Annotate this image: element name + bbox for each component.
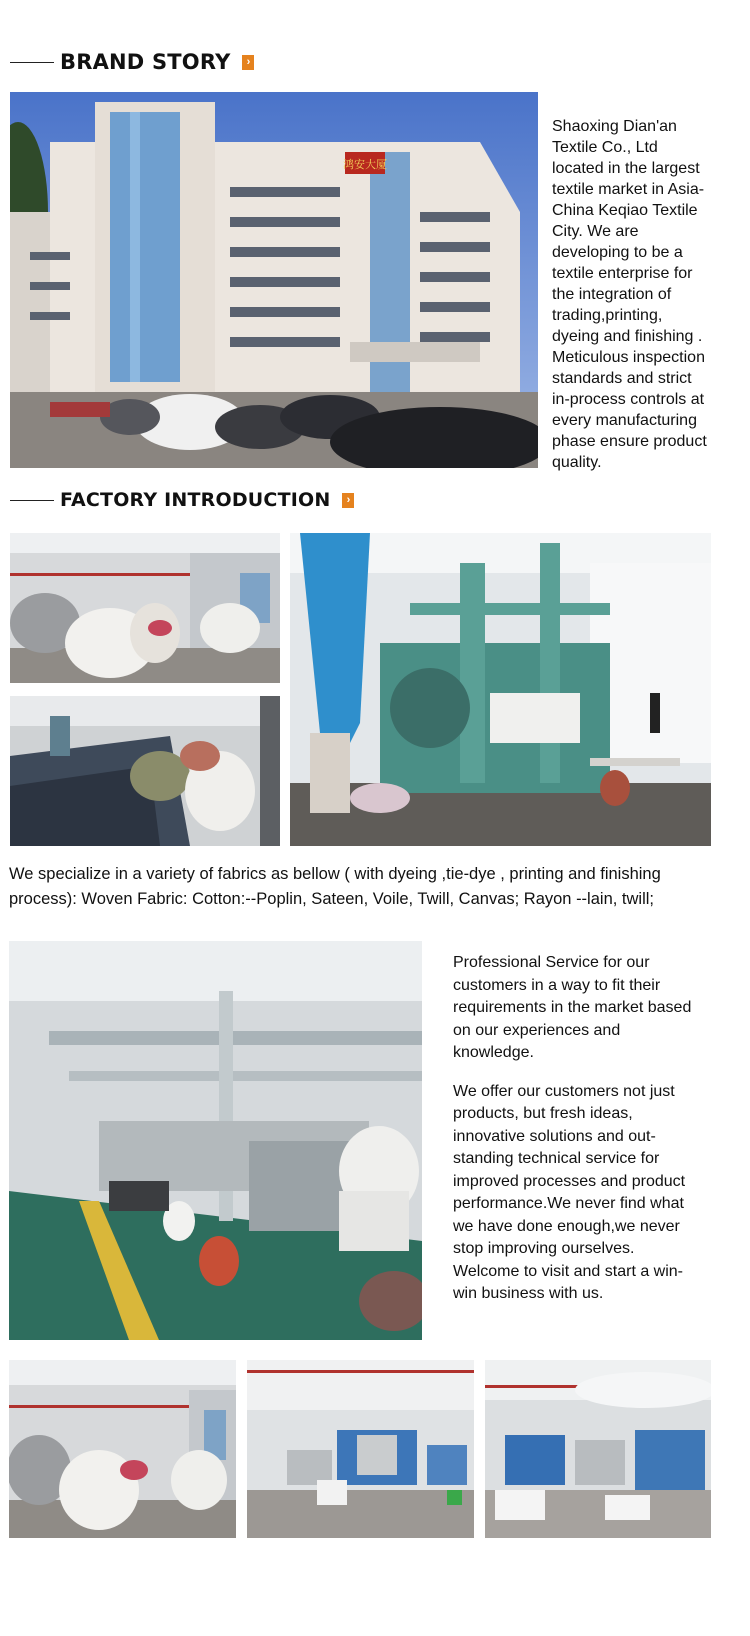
brand-story-heading [10, 50, 254, 74]
production-line-photo [9, 941, 422, 1340]
brand-story-text [552, 116, 712, 473]
factory-intro-heading [10, 489, 354, 511]
warehouse-photo-2 [10, 696, 280, 846]
building-sign: 鸿安大厦 [343, 158, 387, 171]
specialize-paragraph: We specialize in a variety of fabrics as bellow ( with dyeing ,tie-dye , printing and finishing process): Woven Fabric: Cotton:--Poplin, Sateen, Voile, Twill, Canvas; Rayon --lain, twill; [9, 865, 661, 908]
brand-story-paragraph: Shaoxing Dian'an Textile Co., Ltd located in the largest textile market in Asia-China Keqiao Textile City. We are developing to be a textile enterprise for the integration of trading,printing, dyeing and finishing . Meticulous inspection standards and strict in-process controls at every manufacturing phase ensure product quality. [552, 118, 707, 471]
heading-line [10, 500, 54, 501]
factory-floor-photo-1 [247, 1360, 474, 1538]
specialize-text [9, 862, 724, 912]
service-paragraph-1: Professional Service for our customers in a way to fit their requirements in the market based on our experiences and knowledge. [453, 954, 692, 1061]
dyeing-machine-photo [290, 533, 711, 846]
warehouse-photo-3 [9, 1360, 236, 1538]
warehouse-photo-1 [10, 533, 280, 683]
factory-intro-title: FACTORY INTRODUCTION [60, 489, 331, 511]
brand-story-title: BRAND STORY [60, 50, 231, 74]
office-building-photo [10, 92, 538, 468]
chevron-right-icon: › [242, 55, 254, 70]
service-text [453, 952, 693, 1306]
service-paragraph-2: We offer our customers not just products, but fresh ideas, innovative solutions and out-standing technical service for improved processes and product performance.We never find what we have done enough,we never stop improving ourselves. Welcome to visit and start a win-win business with us. [453, 1082, 686, 1302]
heading-line [10, 62, 54, 63]
chevron-right-icon: › [342, 493, 354, 508]
factory-floor-photo-2 [485, 1360, 711, 1538]
